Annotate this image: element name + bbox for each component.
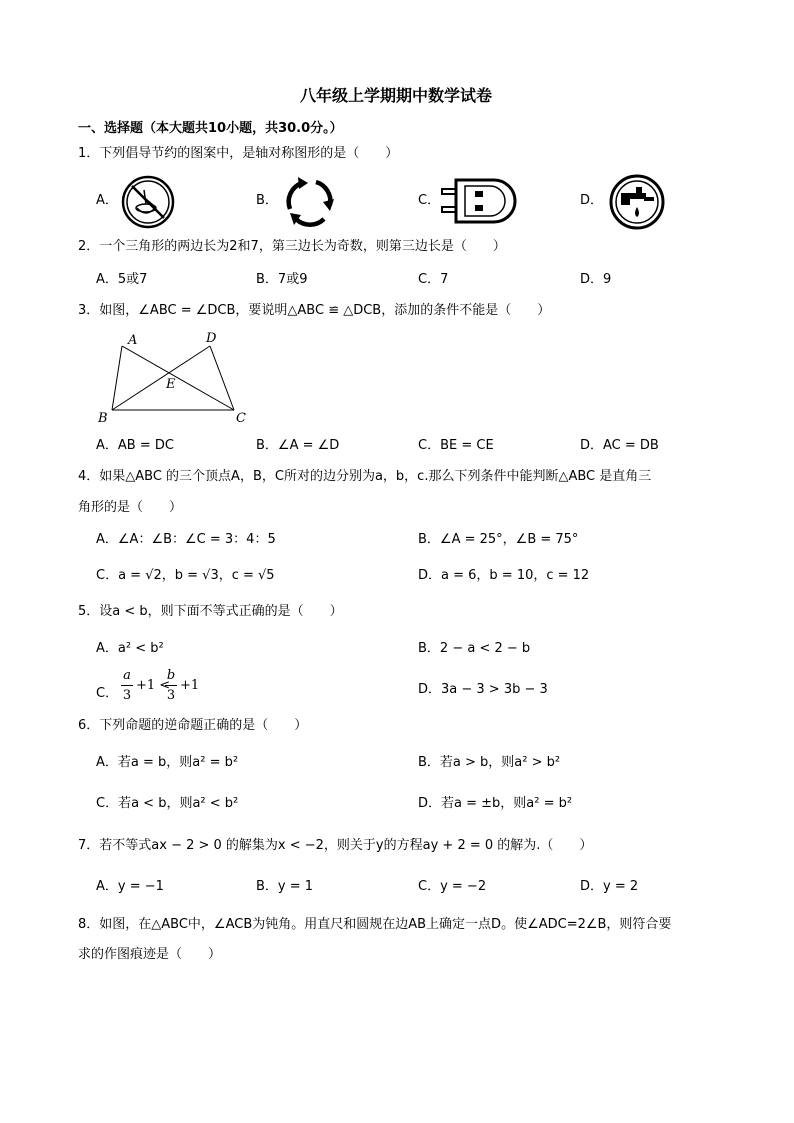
q7-option-d: D．y = 2	[580, 879, 639, 894]
q5-frac1-den: 3	[122, 688, 132, 703]
q7-option-b: B．y = 1	[256, 879, 314, 894]
q5-frac2-bar	[165, 685, 177, 686]
q2-option-a: A．5或7	[96, 272, 148, 287]
q6-option-d: D．若a = ±b，则a² = b²	[418, 796, 573, 811]
q5-frac2-num: b	[166, 668, 176, 683]
question-2-stem: 2．一个三角形的两边长为2和7，第三边长为奇数，则第三边长是（ ）	[78, 239, 506, 254]
q4-option-d: D．a = 6，b = 10，c = 12	[418, 568, 590, 583]
q5-option-c-end: +1	[180, 678, 200, 693]
q4-option-a: A．∠A：∠B：∠C = 3：4：5	[96, 532, 276, 547]
q5-frac1-num: a	[123, 668, 131, 683]
question-8-stem-line1: 8．如图，在△ABC中，∠ACB为钝角。用直尺和圆规在边AB上确定一点D。使∠ADC=2∠B，则符合要	[78, 917, 672, 932]
q5-frac2-den: 3	[166, 688, 176, 703]
question-8-stem-line2: 求的作图痕迹是（ ）	[78, 947, 222, 962]
q1-option-d-label: D．	[580, 193, 604, 208]
q3-label-a: A	[128, 333, 138, 348]
question-1-stem: 1．下列倡导节约的图案中，是轴对称图形的是（ ）	[78, 146, 399, 161]
q6-option-c: C．若a < b，则a² < b²	[96, 796, 239, 811]
q2-option-c: C．7	[418, 272, 449, 287]
q5-option-c-prefix: C．	[96, 686, 119, 701]
page-title: 八年级上学期期中数学试卷	[300, 86, 493, 105]
q1-option-b-label: B．	[256, 193, 278, 208]
q7-option-c: C．y = −2	[418, 879, 487, 894]
q2-option-b: B．7或9	[256, 272, 308, 287]
question-4-stem-line1: 4．如果△ABC 的三个顶点A，B，C所对的边分别为a，b，c.那么下列条件中能判断△ABC 是直角三	[78, 469, 652, 484]
q3-label-d: D	[206, 331, 217, 346]
q3-option-c: C．BE = CE	[418, 438, 494, 453]
q5-option-d: D．3a − 3 > 3b − 3	[418, 682, 548, 697]
question-7-stem: 7．若不等式ax − 2 > 0 的解集为x < −2，则关于y的方程ay + 2 = 0 的解为.（ ）	[78, 838, 593, 853]
power-plug-icon	[438, 176, 522, 226]
question-5-stem: 5．设a < b，则下面不等式正确的是（ ）	[78, 604, 343, 619]
question-3-stem: 3．如图，∠ABC = ∠DCB，要说明△ABC ≌ △DCB，添加的条件不能是（ ）	[78, 303, 551, 318]
q2-option-d: D．9	[580, 272, 612, 287]
section-heading: 一、选择题（本大题共10小题，共30.0分。）	[78, 121, 343, 136]
question-6-stem: 6．下列命题的逆命题正确的是（ ）	[78, 718, 308, 733]
q3-option-b: B．∠A = ∠D	[256, 438, 340, 453]
q5-option-c-mid: +1 <	[136, 678, 171, 693]
q1-option-a-label: A．	[96, 193, 118, 208]
q5-option-a: A．a² < b²	[96, 641, 164, 656]
q3-figure	[94, 328, 264, 428]
q3-label-b: B	[98, 411, 108, 426]
q5-frac1-bar	[121, 685, 133, 686]
q7-option-a: A．y = −1	[96, 879, 164, 894]
q3-option-a: A．AB = DC	[96, 438, 174, 453]
q3-label-e: E	[166, 377, 176, 392]
q6-option-b: B．若a > b，则a² > b²	[418, 755, 561, 770]
q4-option-c: C．a = √2，b = √3，c = √5	[96, 568, 275, 583]
q3-option-d: D．AC = DB	[580, 438, 659, 453]
q5-option-b: B．2 − a < 2 − b	[418, 641, 531, 656]
q6-option-a: A．若a = b，则a² = b²	[96, 755, 239, 770]
q1-option-c-label: C．	[418, 193, 441, 208]
question-4-stem-line2: 角形的是（ ）	[78, 500, 183, 515]
save-food-icon	[120, 174, 176, 230]
recycle-arrows-icon	[280, 173, 340, 231]
q4-option-b: B．∠A = 25°，∠B = 75°	[418, 532, 579, 547]
q3-label-c: C	[236, 411, 246, 426]
water-tap-icon	[606, 173, 668, 231]
